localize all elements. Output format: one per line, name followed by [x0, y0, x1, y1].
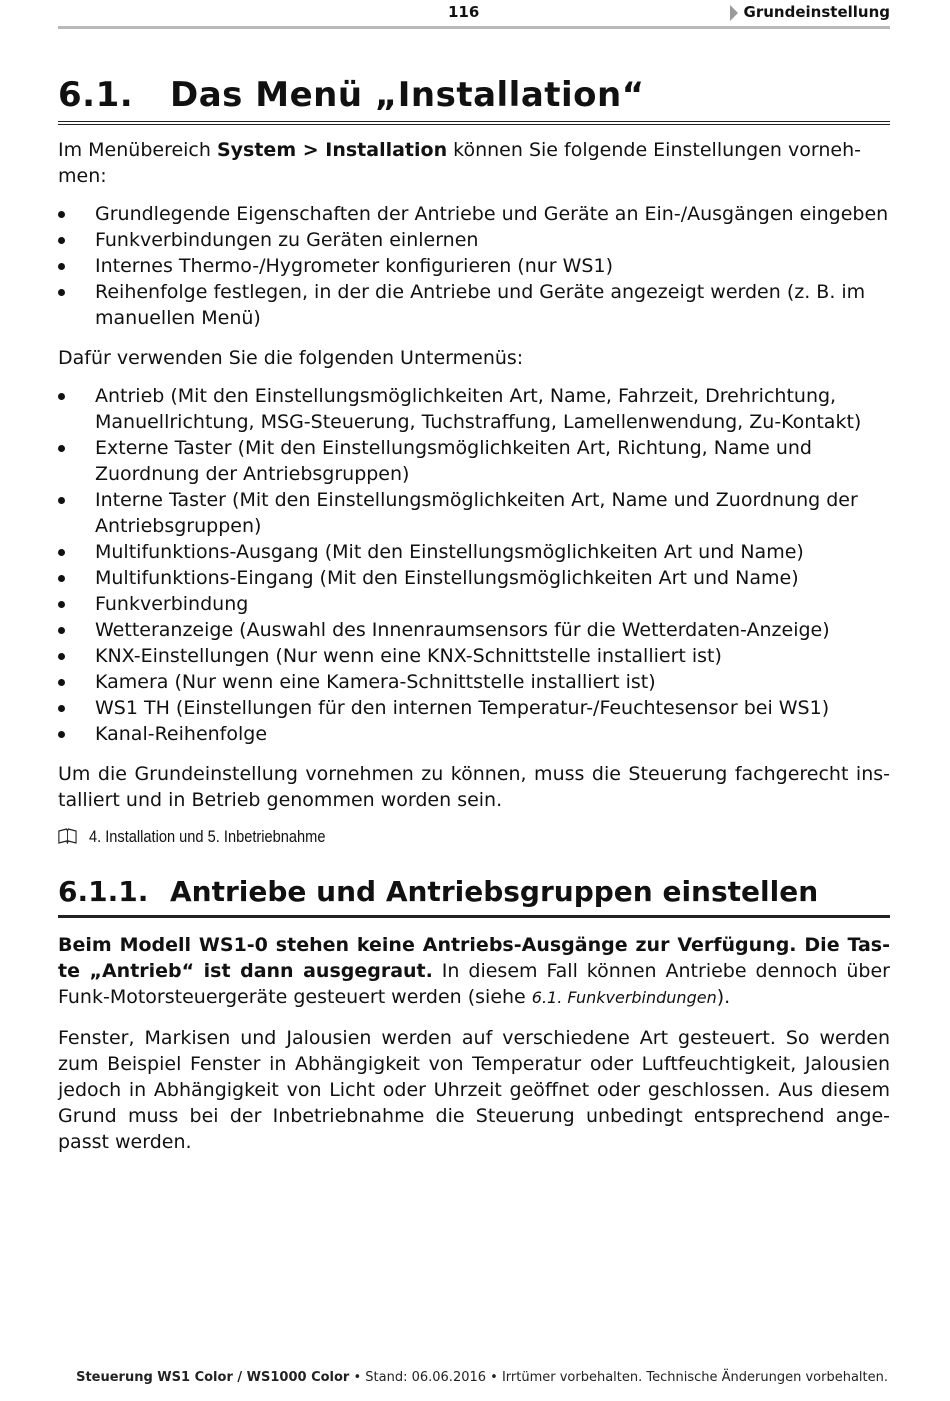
- list-item-text: Kamera (Nur wenn eine Kamera-Schnittstelle installiert ist): [95, 671, 656, 693]
- list-item: [58, 669, 890, 695]
- page-footer: [62, 1370, 888, 1385]
- list-item-text: Reihenfolge festlegen, in der die Antriebe und Geräte angezeigt werden (z. B. im manuellen Menü): [95, 281, 866, 329]
- page-number: 116: [448, 3, 480, 21]
- subsection-title: Antriebe und Antriebsgruppen einstellen: [170, 875, 819, 908]
- bullet-icon: [58, 679, 65, 686]
- page-header: [58, 0, 890, 29]
- chapter-label: Grundeinstellung: [743, 3, 890, 21]
- list-item-text: Externe Taster (Mit den Einstellungsmöglichkeiten Art, Richtung, Name und Zuordnung der Antriebsgruppen): [95, 437, 812, 485]
- list-item: [58, 695, 890, 721]
- section-heading: [58, 73, 890, 125]
- section-number: 6.1.: [58, 75, 134, 115]
- bullet-icon: [58, 445, 65, 452]
- list-item-text: Wetteranzeige (Auswahl des Innenraumsensors für die Wetterdaten-Anzeige): [95, 619, 830, 641]
- list-item-text: Antrieb (Mit den Einstellungsmöglichkeiten Art, Name, Fahrzeit, Drehrichtung, Manuellrichtung, MSG-Steuerung, Tuchstraffung, Lamellenwendung, Zu-Kontakt): [95, 385, 862, 433]
- document-page: [58, 0, 890, 1155]
- bullet-icon: [58, 601, 65, 608]
- bullet-icon: [58, 289, 65, 296]
- bullet-icon: [58, 393, 65, 400]
- bullet-icon: [58, 237, 65, 244]
- model-note-text: In diesem Fall können Antriebe dennoch über Funk-Motorsteuergeräte gesteuert werden (siehe: [58, 960, 890, 1008]
- intro-prefix: Im Menübereich: [58, 139, 217, 161]
- bullet-icon: [58, 731, 65, 738]
- list-item: [58, 279, 890, 331]
- list-item-text: Kanal-Reihenfolge: [95, 723, 268, 745]
- list-item-text: Internes Thermo-/Hygrometer konfigurieren (nur WS1): [95, 255, 613, 277]
- bullet-icon: [58, 653, 65, 660]
- prerequisite-paragraph: Um die Grundeinstellung vornehmen zu können, muss die Steuerung fachgerecht ins-talliert und in Betrieb genommen worden sein.: [58, 763, 890, 811]
- bullet-icon: [58, 705, 65, 712]
- bullet-icon: [58, 627, 65, 634]
- cross-reference: [58, 827, 774, 847]
- list-item: [58, 227, 890, 253]
- bullet-icon: [58, 575, 65, 582]
- cross-reference-text[interactable]: 4. Installation und 5. Inbetriebnahme: [88, 827, 326, 846]
- model-note-paragraph: [58, 932, 890, 1011]
- list-item-text: Funkverbindung: [95, 593, 249, 615]
- chapter-title: [730, 3, 890, 21]
- list-item-text: Interne Taster (Mit den Einstellungsmöglichkeiten Art, Name und Zuordnung der Antriebsgruppen): [95, 489, 858, 537]
- list-item-text: Grundlegende Eigenschaften der Antriebe und Geräte an Ein-/Ausgängen eingeben: [95, 203, 889, 225]
- bullet-icon: [58, 263, 65, 270]
- bullet-icon: [58, 549, 65, 556]
- footer-text: • Stand: 06.06.2016 • Irrtümer vorbehalten. Technische Änderungen vorbehalten.: [349, 1370, 888, 1385]
- list-item: [58, 487, 890, 539]
- list-item: [58, 721, 890, 747]
- list-item: [58, 565, 890, 591]
- list-item: [58, 201, 890, 227]
- list-item-text: WS1 TH (Einstellungen für den internen Temperatur-/Feuchtesensor bei WS1): [95, 697, 830, 719]
- subsection-heading: [58, 873, 890, 918]
- list-item: [58, 643, 890, 669]
- subsection-number: 6.1.1.: [58, 875, 149, 908]
- list-item-text: Funkverbindungen zu Geräten einlernen: [95, 229, 479, 251]
- bullet-icon: [58, 211, 65, 218]
- intro-suffix: können Sie folgende Einstellungen vorneh-men:: [58, 139, 861, 187]
- section-title: Das Menü „Installation“: [170, 75, 645, 115]
- list-item-text: Multifunktions-Ausgang (Mit den Einstellungsmöglichkeiten Art und Name): [95, 541, 804, 563]
- list-item: [58, 617, 890, 643]
- control-paragraph: Fenster, Markisen und Jalousien werden auf verschiedene Art gesteuert. So werden zum Beispiel Fenster in Abhängigkeit von Temperatur oder Luftfeuchtigkeit, Jalousien jedoch in Abhängigkeit von Licht oder Uhrzeit geöffnet oder geschlossen. Aus diesem Grund muss bei der Inbetriebnahme die Steuerung unbedingt entsprechend ange-passt werden.: [58, 1027, 890, 1153]
- model-note-end: ).: [716, 986, 731, 1008]
- list-item: [58, 253, 890, 279]
- book-icon: [58, 828, 77, 844]
- list-item-text: Multifunktions-Eingang (Mit den Einstellungsmöglichkeiten Art und Name): [95, 567, 799, 589]
- capabilities-list: [58, 201, 890, 331]
- submenus-list: [58, 383, 890, 747]
- menu-path: System > Installation: [216, 139, 448, 161]
- chapter-arrow-icon: [730, 5, 738, 21]
- list-item: [58, 591, 890, 617]
- list-item: [58, 435, 890, 487]
- intro-paragraph: [58, 137, 890, 189]
- list-item: [58, 383, 890, 435]
- list-item: [58, 539, 890, 565]
- bullet-icon: [58, 497, 65, 504]
- funk-reference-link[interactable]: 6.1. Funkverbindungen: [531, 988, 717, 1007]
- footer-product: Steuerung WS1 Color / WS1000 Color: [76, 1370, 350, 1385]
- model-note-bold: Beim Modell WS1-0 stehen keine Antriebs-Ausgänge zur Verfügung. Die Tas-te „Antrieb“ ist dann ausgegraut.: [58, 934, 890, 982]
- submenus-intro: Dafür verwenden Sie die folgenden Untermenüs:: [58, 347, 524, 369]
- list-item-text: KNX-Einstellungen (Nur wenn eine KNX-Schnittstelle installiert ist): [95, 645, 722, 667]
